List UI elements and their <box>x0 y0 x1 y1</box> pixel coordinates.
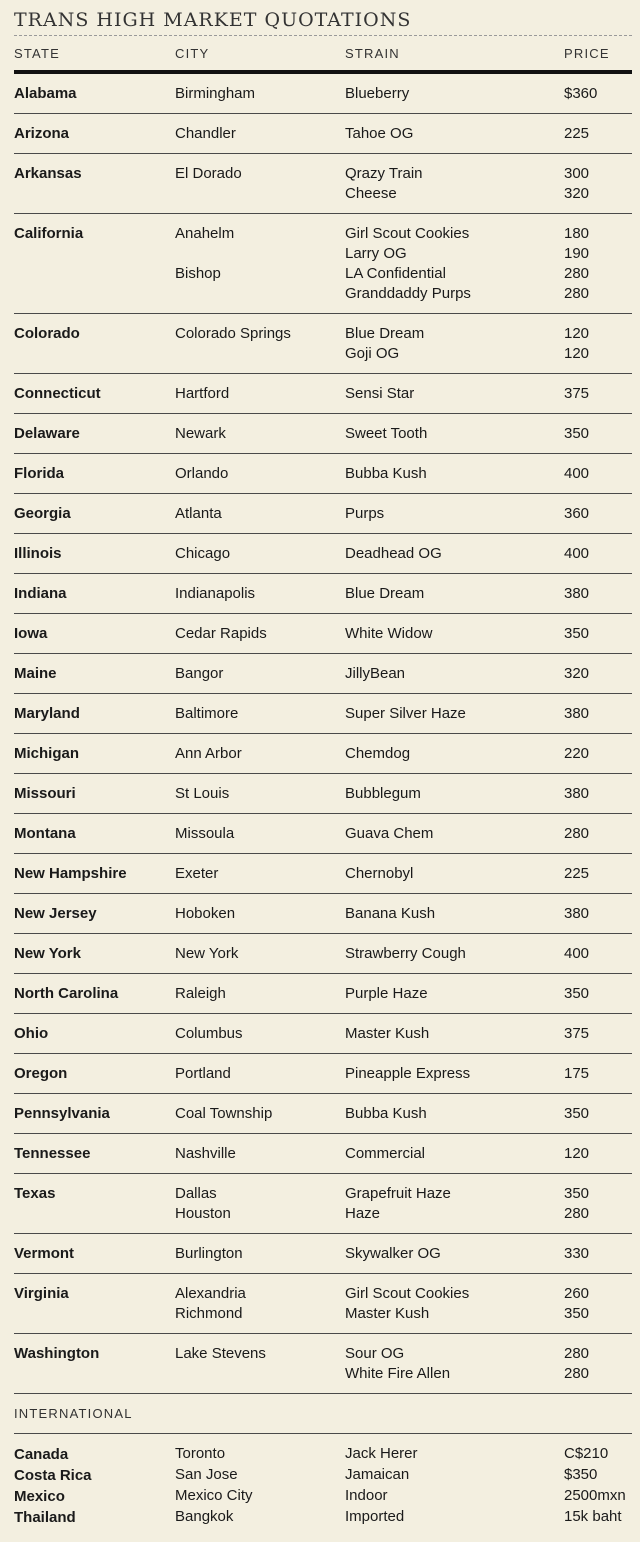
city-line: Houston <box>175 1205 231 1222</box>
strain-line: Banana Kush <box>345 905 436 922</box>
price-cell <box>564 904 632 924</box>
strain-cell: Indoor <box>345 1487 388 1504</box>
strain-cell <box>345 324 564 364</box>
city-line: El Dorado <box>175 165 242 182</box>
price-line: 360 <box>564 505 590 522</box>
state-cell: Indiana <box>14 585 67 602</box>
price-line: 280 <box>564 1345 590 1362</box>
strain-cell <box>345 1284 564 1324</box>
price-line: 380 <box>564 705 590 722</box>
state-cell: Georgia <box>14 505 71 522</box>
price-line: 400 <box>564 545 590 562</box>
table-row <box>14 1274 632 1334</box>
city-line: Burlington <box>175 1245 243 1262</box>
price-line: 380 <box>564 785 590 802</box>
city-cell <box>175 944 345 964</box>
table-row <box>14 314 632 374</box>
strain-cell <box>345 384 564 404</box>
strain-cell <box>345 824 564 844</box>
price-cell: $350 <box>564 1466 598 1483</box>
state-cell: New Hampshire <box>14 865 127 882</box>
state-cell: Ohio <box>14 1025 49 1042</box>
state-cell: Canada <box>14 1446 69 1463</box>
price-line: 280 <box>564 285 590 302</box>
table-row <box>14 814 632 854</box>
strain-line: Grapefruit Haze <box>345 1185 451 1202</box>
strain-line: Cheese <box>345 185 397 202</box>
city-cell <box>175 84 345 104</box>
international-row <box>14 1465 632 1486</box>
city-line: St Louis <box>175 785 230 802</box>
strain-cell <box>345 124 564 144</box>
city-cell <box>175 1104 345 1124</box>
strain-cell <box>345 864 564 884</box>
price-cell <box>564 504 632 524</box>
city-cell <box>175 1244 345 1264</box>
city-cell <box>175 124 345 144</box>
strain-line: Skywalker OG <box>345 1245 441 1262</box>
city-cell <box>175 1184 345 1224</box>
strain-line: Blueberry <box>345 85 410 102</box>
price-line: 120 <box>564 345 590 362</box>
city-cell <box>175 1344 345 1384</box>
strain-line: Qrazy Train <box>345 165 423 182</box>
price-line: 400 <box>564 465 590 482</box>
table-row <box>14 494 632 534</box>
header-price: PRICE <box>564 45 610 61</box>
price-cell <box>564 164 632 204</box>
city-cell <box>175 1024 345 1044</box>
city-line: Indianapolis <box>175 585 256 602</box>
city-line: Orlando <box>175 465 229 482</box>
price-cell <box>564 784 632 804</box>
strain-line: Purple Haze <box>345 985 428 1002</box>
city-line: Atlanta <box>175 505 222 522</box>
strain-line: Blue Dream <box>345 585 425 602</box>
price-line: 380 <box>564 905 590 922</box>
city-cell <box>175 624 345 644</box>
city-cell <box>175 384 345 404</box>
strain-line: White Widow <box>345 625 433 642</box>
international-row <box>14 1507 632 1528</box>
city-cell <box>175 744 345 764</box>
price-cell <box>564 944 632 964</box>
strain-line: Master Kush <box>345 1025 430 1042</box>
city-cell <box>175 984 345 1004</box>
price-cell <box>564 424 632 444</box>
table-row <box>14 114 632 154</box>
strain-cell <box>345 1064 564 1084</box>
city-line: Ann Arbor <box>175 745 242 762</box>
international-row <box>14 1444 632 1465</box>
city-cell <box>175 664 345 684</box>
strain-cell <box>345 464 564 484</box>
state-cell: Oregon <box>14 1065 68 1082</box>
city-line <box>175 244 345 264</box>
price-cell <box>564 664 632 684</box>
price-line: 280 <box>564 1205 590 1222</box>
city-line: Missoula <box>175 825 235 842</box>
strain-cell <box>345 1024 564 1044</box>
price-line: 220 <box>564 745 590 762</box>
strain-line: Bubblegum <box>345 785 421 802</box>
strain-cell <box>345 744 564 764</box>
price-line: 375 <box>564 1025 590 1042</box>
price-cell <box>564 544 632 564</box>
strain-line: Granddaddy Purps <box>345 285 471 302</box>
state-cell: Florida <box>14 465 65 482</box>
strain-line: Purps <box>345 505 385 522</box>
table-row <box>14 574 632 614</box>
header-strain: STRAIN <box>345 45 400 61</box>
price-cell <box>564 1284 632 1324</box>
city-cell <box>175 704 345 724</box>
strain-line: Larry OG <box>345 245 407 262</box>
state-cell: Virginia <box>14 1285 69 1302</box>
price-line: 350 <box>564 425 590 442</box>
city-cell <box>175 424 345 444</box>
price-cell <box>564 1024 632 1044</box>
price-line: 320 <box>564 185 590 202</box>
state-cell: Montana <box>14 825 76 842</box>
price-line: 350 <box>564 625 590 642</box>
city-line: Newark <box>175 425 226 442</box>
price-line: 120 <box>564 325 590 342</box>
strain-cell <box>345 1244 564 1264</box>
strain-cell <box>345 664 564 684</box>
table-row <box>14 974 632 1014</box>
strain-cell <box>345 984 564 1004</box>
city-line: Portland <box>175 1065 231 1082</box>
city-cell <box>175 224 345 304</box>
price-line: 180 <box>564 225 590 242</box>
state-cell: North Carolina <box>14 985 119 1002</box>
page-title: TRANS HIGH MARKET QUOTATIONS <box>14 0 632 36</box>
strain-cell <box>345 584 564 604</box>
city-cell <box>175 464 345 484</box>
state-cell: Mexico <box>14 1488 65 1505</box>
strain-line: Sour OG <box>345 1345 405 1362</box>
city-cell: Mexico City <box>175 1487 253 1504</box>
city-cell: Toronto <box>175 1445 226 1462</box>
price-cell: 15k baht <box>564 1508 622 1525</box>
city-line: Bangor <box>175 665 224 682</box>
city-cell: San Jose <box>175 1466 238 1483</box>
strain-line: White Fire Allen <box>345 1365 451 1382</box>
strain-line: Chernobyl <box>345 865 414 882</box>
city-line: Coal Township <box>175 1105 273 1122</box>
strain-cell <box>345 624 564 644</box>
price-cell: 2500mxn <box>564 1487 626 1504</box>
state-cell: Thailand <box>14 1509 76 1526</box>
state-cell: Alabama <box>14 85 77 102</box>
state-cell: Arizona <box>14 125 70 142</box>
table-row <box>14 694 632 734</box>
international-label: INTERNATIONAL <box>14 1394 632 1434</box>
table-row <box>14 774 632 814</box>
city-line: Chandler <box>175 125 236 142</box>
strain-cell: Jack Herer <box>345 1445 418 1462</box>
strain-line: Sensi Star <box>345 385 415 402</box>
strain-cell <box>345 1104 564 1124</box>
strain-cell: Jamaican <box>345 1466 410 1483</box>
table-row <box>14 374 632 414</box>
price-line: 350 <box>564 1105 590 1122</box>
state-cell: New Jersey <box>14 905 97 922</box>
state-cell: Maryland <box>14 705 80 722</box>
city-cell <box>175 504 345 524</box>
city-cell <box>175 824 345 844</box>
strain-line: Sweet Tooth <box>345 425 428 442</box>
city-line: Lake Stevens <box>175 1345 266 1362</box>
state-cell: Tennessee <box>14 1145 91 1162</box>
strain-cell <box>345 1144 564 1164</box>
price-line: 280 <box>564 1365 590 1382</box>
price-line: 320 <box>564 665 590 682</box>
price-line: $360 <box>564 85 598 102</box>
strain-cell <box>345 904 564 924</box>
international-body <box>14 1434 632 1528</box>
state-cell: Delaware <box>14 425 80 442</box>
price-cell <box>564 1144 632 1164</box>
strain-cell <box>345 224 564 304</box>
strain-cell <box>345 704 564 724</box>
strain-line: Pineapple Express <box>345 1065 471 1082</box>
strain-cell <box>345 504 564 524</box>
table-row <box>14 454 632 494</box>
city-cell <box>175 904 345 924</box>
city-line: Anahelm <box>175 225 235 242</box>
city-line: Dallas <box>175 1185 217 1202</box>
strain-cell <box>345 784 564 804</box>
table-row <box>14 894 632 934</box>
strain-cell <box>345 424 564 444</box>
state-cell: Colorado <box>14 325 80 342</box>
state-cell: Illinois <box>14 545 62 562</box>
state-cell: Maine <box>14 665 57 682</box>
strain-line: Deadhead OG <box>345 545 442 562</box>
price-cell <box>564 1064 632 1084</box>
price-cell <box>564 1344 632 1384</box>
price-cell <box>564 864 632 884</box>
price-line: 260 <box>564 1285 590 1302</box>
price-line: 280 <box>564 825 590 842</box>
strain-line: Chemdog <box>345 745 411 762</box>
table-body <box>14 74 632 1394</box>
city-line: Nashville <box>175 1145 236 1162</box>
city-line: Birmingham <box>175 85 256 102</box>
price-cell <box>564 84 632 104</box>
table-row <box>14 734 632 774</box>
strain-cell <box>345 164 564 204</box>
state-cell: Iowa <box>14 625 48 642</box>
price-line: 300 <box>564 165 590 182</box>
price-line: 400 <box>564 945 590 962</box>
city-line: Raleigh <box>175 985 226 1002</box>
table-row <box>14 654 632 694</box>
table-row <box>14 74 632 114</box>
strain-line: Master Kush <box>345 1305 430 1322</box>
strain-cell <box>345 944 564 964</box>
table-row <box>14 214 632 314</box>
city-cell <box>175 784 345 804</box>
city-cell <box>175 164 345 204</box>
state-cell: Connecticut <box>14 385 101 402</box>
strain-line: Girl Scout Cookies <box>345 1285 470 1302</box>
price-line: 330 <box>564 1245 590 1262</box>
strain-line: Super Silver Haze <box>345 705 466 722</box>
strain-line: Goji OG <box>345 345 400 362</box>
strain-line: Commercial <box>345 1145 426 1162</box>
price-cell <box>564 464 632 484</box>
city-cell <box>175 1064 345 1084</box>
strain-line: Girl Scout Cookies <box>345 225 470 242</box>
table-header <box>14 36 632 70</box>
strain-cell <box>345 1344 564 1384</box>
city-cell <box>175 544 345 564</box>
price-line: 280 <box>564 265 590 282</box>
strain-line: Blue Dream <box>345 325 425 342</box>
city-line: Hoboken <box>175 905 236 922</box>
city-line: Colorado Springs <box>175 325 291 342</box>
strain-cell <box>345 1184 564 1224</box>
state-cell: New York <box>14 945 81 962</box>
state-cell: Washington <box>14 1345 100 1362</box>
price-cell <box>564 584 632 604</box>
price-cell <box>564 324 632 364</box>
price-cell <box>564 984 632 1004</box>
strain-line: LA Confidential <box>345 265 446 282</box>
strain-cell: Imported <box>345 1508 405 1525</box>
city-line: Columbus <box>175 1025 243 1042</box>
header-state: STATE <box>14 45 60 61</box>
city-cell: Bangkok <box>175 1508 234 1525</box>
price-line: 225 <box>564 125 590 142</box>
price-cell <box>564 384 632 404</box>
city-cell <box>175 1284 345 1324</box>
price-line: 350 <box>564 1185 590 1202</box>
table-row <box>14 1094 632 1134</box>
strain-line: Tahoe OG <box>345 125 414 142</box>
price-cell <box>564 1104 632 1124</box>
price-line: 350 <box>564 985 590 1002</box>
city-line: Bishop <box>175 265 221 282</box>
table-row <box>14 614 632 654</box>
header-city: CITY <box>175 45 210 61</box>
price-cell <box>564 224 632 304</box>
table-row <box>14 854 632 894</box>
table-row <box>14 154 632 214</box>
price-cell <box>564 824 632 844</box>
state-cell: California <box>14 225 84 242</box>
city-line <box>175 284 345 304</box>
city-line: Baltimore <box>175 705 239 722</box>
price-line: 380 <box>564 585 590 602</box>
state-cell: Missouri <box>14 785 76 802</box>
price-cell <box>564 624 632 644</box>
city-line: Hartford <box>175 385 230 402</box>
strain-line: JillyBean <box>345 665 406 682</box>
price-line: 190 <box>564 245 590 262</box>
city-line: Richmond <box>175 1305 243 1322</box>
table-row <box>14 1014 632 1054</box>
price-cell <box>564 124 632 144</box>
price-cell <box>564 1244 632 1264</box>
city-line: Alexandria <box>175 1285 246 1302</box>
state-cell: Michigan <box>14 745 80 762</box>
strain-cell <box>345 84 564 104</box>
city-cell <box>175 584 345 604</box>
city-line: Cedar Rapids <box>175 625 267 642</box>
table-row <box>14 414 632 454</box>
price-line: 175 <box>564 1065 590 1082</box>
price-cell: C$210 <box>564 1445 609 1462</box>
city-cell <box>175 1144 345 1164</box>
strain-cell <box>345 544 564 564</box>
table-row <box>14 934 632 974</box>
state-cell: Vermont <box>14 1245 75 1262</box>
state-cell: Arkansas <box>14 165 82 182</box>
strain-line: Bubba Kush <box>345 465 427 482</box>
city-line: Chicago <box>175 545 231 562</box>
price-cell <box>564 704 632 724</box>
table-row <box>14 1134 632 1174</box>
state-cell: Texas <box>14 1185 56 1202</box>
strain-line: Strawberry Cough <box>345 945 466 962</box>
strain-line: Haze <box>345 1205 381 1222</box>
table-row <box>14 1054 632 1094</box>
price-line: 375 <box>564 385 590 402</box>
table-row <box>14 1334 632 1394</box>
price-cell <box>564 1184 632 1224</box>
international-row <box>14 1486 632 1507</box>
city-line: New York <box>175 945 239 962</box>
strain-line: Bubba Kush <box>345 1105 427 1122</box>
city-cell <box>175 864 345 884</box>
table-row <box>14 1174 632 1234</box>
price-line: 120 <box>564 1145 590 1162</box>
strain-line: Guava Chem <box>345 825 434 842</box>
price-line: 350 <box>564 1305 590 1322</box>
state-cell: Costa Rica <box>14 1467 92 1484</box>
city-line: Exeter <box>175 865 219 882</box>
table-row <box>14 1234 632 1274</box>
price-cell <box>564 744 632 764</box>
state-cell: Pennsylvania <box>14 1105 110 1122</box>
table-row <box>14 534 632 574</box>
city-cell <box>175 324 345 364</box>
price-line: 225 <box>564 865 590 882</box>
